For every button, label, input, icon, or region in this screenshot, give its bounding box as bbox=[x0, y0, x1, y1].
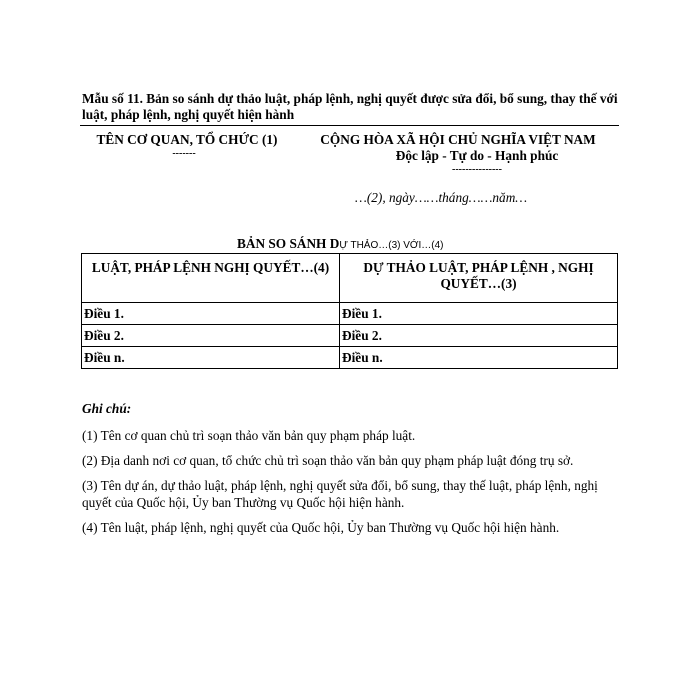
notes-heading: Ghi chú: bbox=[82, 401, 132, 416]
form-title: Mẫu số 11. Bản so sánh dự thảo luật, pháp lệnh, nghị quyết được sửa đổi, bổ sung, thay thế với luật, pháp lệnh, nghị quyết hiện hành bbox=[82, 91, 618, 122]
table-cell: Điều n. bbox=[340, 347, 618, 369]
table-cell: Điều 1. bbox=[82, 303, 340, 325]
org-block bbox=[82, 132, 292, 160]
column-header-current: LUẬT, PHÁP LỆNH NGHỊ QUYẾT…(4) bbox=[82, 254, 340, 303]
comparison-title bbox=[237, 236, 444, 252]
nation-block bbox=[298, 132, 618, 176]
table-cell: Điều n. bbox=[82, 347, 340, 369]
org-name: TÊN CƠ QUAN, TỔ CHỨC (1) bbox=[96, 132, 278, 147]
table-cell: Điều 2. bbox=[340, 325, 618, 347]
comparison-title-main: BẢN SO SÁNH D bbox=[237, 236, 340, 251]
title-divider bbox=[80, 125, 619, 126]
notes-section bbox=[82, 400, 622, 544]
table-cell: Điều 1. bbox=[340, 303, 618, 325]
note-item: (4) Tên luật, pháp lệnh, nghị quyết của Quốc hội, Ủy ban Thường vụ Quốc hội hiện hành. bbox=[82, 520, 560, 535]
comparison-title-rest: Ự THẢO…(3) VỚI…(4) bbox=[339, 240, 444, 251]
table-row bbox=[82, 347, 618, 369]
motto-dash: --------------- bbox=[452, 164, 502, 175]
table-cell: Điều 2. bbox=[82, 325, 340, 347]
column-header-draft: DỰ THẢO LUẬT, PHÁP LỆNH , NGHỊ QUYẾT…(3) bbox=[340, 254, 618, 303]
table-row bbox=[82, 325, 618, 347]
comparison-table bbox=[81, 253, 618, 369]
note-item: (1) Tên cơ quan chủ trì soạn thảo văn bản quy phạm pháp luật. bbox=[82, 428, 416, 443]
place-date: …(2), ngày……tháng……năm… bbox=[355, 190, 528, 205]
note-item: (3) Tên dự án, dự thảo luật, pháp lệnh, nghị quyết sửa đổi, bổ sung, thay thế luật, pháp lệnh, nghị quyết của Quốc hội, Ủy ban Thường vụ Quốc hội hiện hành. bbox=[82, 478, 598, 510]
nation-name: CỘNG HÒA XÃ HỘI CHỦ NGHĨA VIỆT NAM bbox=[320, 132, 596, 147]
motto: Độc lập - Tự do - Hạnh phúc bbox=[395, 148, 559, 163]
table-row bbox=[82, 303, 618, 325]
org-dash: ------- bbox=[172, 148, 196, 159]
note-item: (2) Địa danh nơi cơ quan, tổ chức chủ trì soạn thảo văn bản quy phạm pháp luật đóng trụ sở. bbox=[82, 453, 574, 468]
table-header-row bbox=[82, 254, 618, 303]
